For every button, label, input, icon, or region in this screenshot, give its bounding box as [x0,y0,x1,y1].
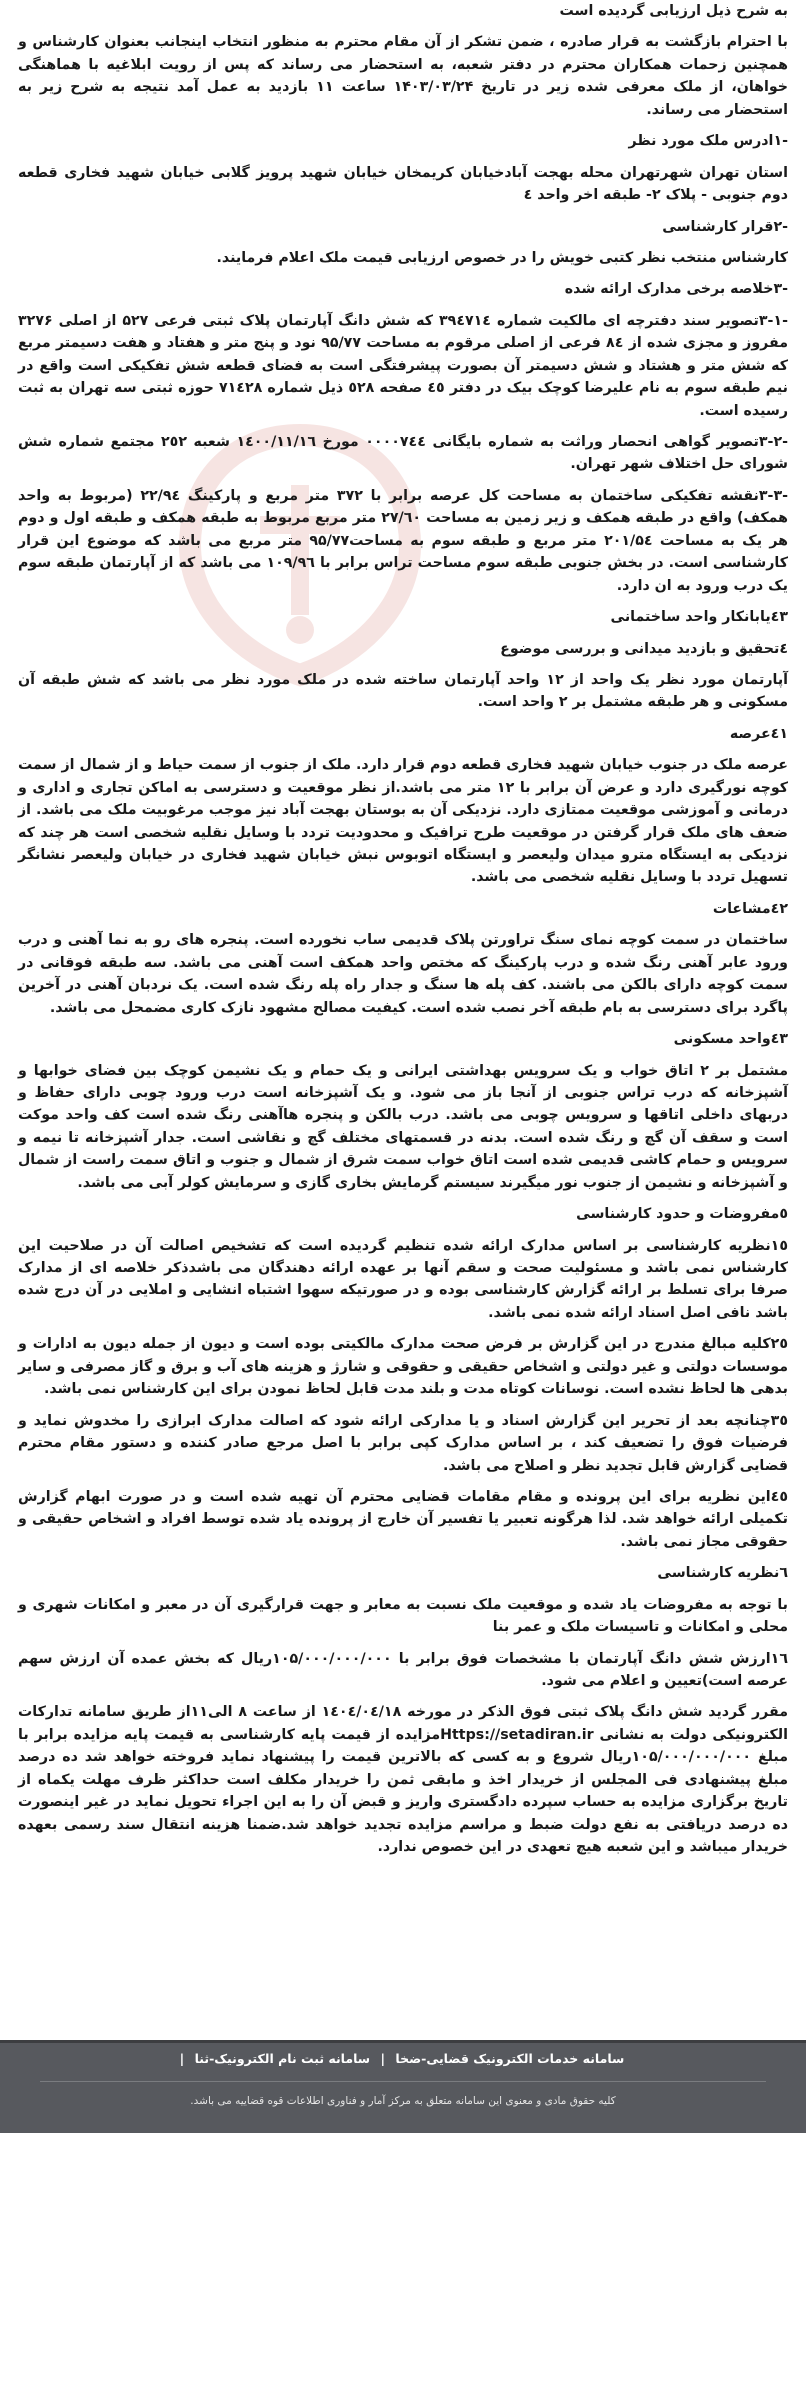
footer-divider [40,2081,766,2082]
footer-separator: | [380,2051,386,2066]
footer-links [0,2051,806,2066]
section-3-3: -۳-۳نقشه تفکیکی ساختمان به مساحت کل عرصه برابر با ۳۷۲ متر مربع و پارکینگ ۲۲/۹٤ (مربوط به واحد همکف) واقع در طبقه همکف و زیر زمین به مساحت ۲۷/٦۰ متر مربع مربوط به طبقه همکف و طبقه اول و دوم هر یک به مساحت ۲۰۱/۵٤ متر مربع و طبقه سوم به مساحت۹۵/۷۷ متر مربع می باشد که موضوع این قرار کارشناسی است. در بخش جنوبی طبقه سوم مساحت تراس برابر با ۱۰۹/۹٦ می باشد که از آپارتمان طبقه سوم یک درب ورود به ان دارد. [18,487,789,594]
footer-copyright: کلیه حقوق مادی و معنوی این سامانه متعلق به مرکز آمار و فناوری اطلاعات قوه قضاییه می باشد. [190,2095,616,2107]
section-4-title-b: ٤تحقیق و بازدید میدانی و بررسی موضوع [500,640,788,657]
section-3-1: -۳-۱تصویر سند دفترچه ای مالکیت شماره ۳۹٤۷۱٤ که شش دانگ آپارتمان پلاک ثبتی فرعی ۵۲۷ از اصلی ۳۲۷۶ مفروز و مجزی شده از ۸٤ فرعی از اصلی مرقوم به مساحت ۹۵/۷۷ نود و پنج متر و هفتاد و هفت دسیمتر مربع که شش متر و هشتاد و شش دسیمتر آن بصورت پیشرفتگی است به فضای قطعه شش تفکیکی است واقع در نیم طبقه سوم به نام علیرضا کوچک بیک در دفتر ٤٥ صفحه ٥٢٨ ذیل شماره ۷۱٤۲۸ حوزه ثبتی سه تهران به ثبت رسیده است. [18,312,788,419]
section-5-4: ٤٥این نظریه برای این پرونده و مقام مقامات قضایی محترم آن تهیه شده است و در صورت ابهام گزارش تکمیلی ارائه خواهد شد. لذا هرگونه تعبیر یا تفسیر آن خارج از پرونده یاد شده توسط افراد و اشخاص حقیقی و حقوقی مجاز نمی باشد. [18,1488,788,1550]
section-5-1: ۱٥نظریه کارشناسی بر اساس مدارک ارائه شده تنظیم گردیده است که تشخیص اصالت آن در صلاحیت این کارشناس نمی باشد و مسئولیت صحت و سقم آنها بر عهده ارائه دهندگان می باشدذکر خلاصه ای از مدارک صرفا برای تسلط بر ارائه گزارش کارشناسی بوده و در صورتیکه سهوا اشتباه انشایی و املایی در آن درج شده باشد نافی اصل اسناد ارائه شده نمی باشد. [18,1237,788,1321]
section-6-title: ٦نظریه کارشناسی [657,1565,788,1582]
section-5-3: ۳٥چنانچه بعد از تحریر این گزارش اسناد و یا مدارکی ارائه شود که اصالت مدارک ابرازی را مخدوش نماید و فرضیات فوق را تضعیف کند ، بر اساس مدارک کپی برابر با اصل مرجع صادر کننده و دستور مقام محترم قضایی گزارش قابل تجدید نظر و اصلاح می باشد. [18,1412,788,1474]
section-6-body: با توجه به مفروضات یاد شده و موقعیت ملک نسبت به معابر و جهت قرارگیری آن در معبر و امکانات شهری و محلی و امکانات و تاسیسات ملک و عمر بنا [18,1596,788,1636]
section-3-title: -۳خلاصه برخی مدارک ارائه شده [564,281,788,298]
section-4-3-title: ٤۳واحد مسکونی [673,1031,788,1048]
footer-link-sana[interactable]: سامانه ثبت نام الکترونیک-ثنا [194,2051,371,2066]
section-5-2: ۲٥کلیه مبالغ مندرج در این گزارش بر فرض صحت مدارک مالکیتی بوده است و دیون از جمله دیون به ادارات و موسسات دولتی و غیر دولتی و اشخاص حقیقی و حقوقی و شارژ و هزینه های آب و برق و گاز مصرفی و سایر بدهی ها لحاظ نشده است. نوسانات کوتاه مدت و بلند مدت قابل لحاظ نمودن برای این کارشناس نمی باشد. [18,1336,788,1398]
footer-link-zakha[interactable]: سامانه خدمات الکترونیک قضایی-ضخا [395,2051,625,2066]
site-footer [0,2040,806,2133]
section-4-1-title: ٤۱عرصه [729,725,788,742]
section-3-2: -۳-۲تصویر گواهی انحصار وراثت به شماره بایگانی ۰۰۰۰۷٤٤ مورخ ۱٤۰۰/۱۱/۱٦ شعبه ۲٥۲ مجتمع شماره شش شورای حل اختلاف شهر تهران. [18,434,788,473]
section-4-3-body: مشتمل بر ۲ اتاق خواب و یک سرویس بهداشتی ایرانی و یک حمام و یک نشیمن کوچک بین فضای خوابها و آشپزخانه که درب تراس جنوبی از آنجا باز می شود. و یک آشپزخانه است درب ورود چوبی دارای حفاظ و دربهای داخلی اتاقها و سرویس چوبی می باشد. درب بالکن و پنجره هاآهنی رنگ شده است کف واحد موکت است و سقف آن گچ و رنگ شده است. بدنه در قسمتهای مختلف گچ و نقاشی است. جدار آشپزخانه تا نیمه و سرویس و حمام کاشی قدیمی شده است اتاق خواب سمت شرق از شمال و جنوب و اتاق سمت راست از شمال و آشپزخانه و نشیمن از جنوب نور میگیرند سیستم گرمایش بخاری گازی و سرمایش کولر آبی می باشد. [18,1062,788,1191]
document-body [18,0,788,1868]
opening-paragraph: با احترام بازگشت به قرار صادره ، ضمن تشکر از آن مقام محترم به منظور انتخاب اینجانب بعنوان کارشناس و همچنین زحمات همکاران محترم در دفتر شعبه، به استحضار می رساند که پس از رویت ابلاغیه با هماهنگی خواهان، از ملک معرفی شده زیر در تاریخ ۱۴۰۳/۰۳/۲۴ ساعت ۱۱ بازدید به عمل آمد نتیجه به شرح زیر به استحضار می رساند. [18,34,788,118]
footer-separator-end: | [179,2051,185,2066]
section-4-2-title: ٤۲مشاعات [712,900,788,917]
section-4-1-body: عرصه ملک در جنوب خیابان شهید فخاری قطعه دوم قرار دارد. ملک از جنوب از سمت حیاط و از شمال از سمت کوچه نورگیری دارد و عرض آن برابر با ۱۲ متر می باشد.از نظر موقعیت و دسترسی به اماکن تجاری و اداری و درمانی و آموزشی موقعیت ممتازی دارد. نزدیکی آن به بوستان بهجت آباد نیز موجب مرغوبیت ملک می باشد. از ضعف های ملک قرار گرفتن در موقعیت طرح ترافیک و محدودیت تردد با وسایل نقلیه شخصی است هر چند که نزدیکی به ایستگاه مترو میدان ولیعصر و ایستگاه اتوبوس نبش خیابان شهید فخاری در خیابان ولیعصر نشانگر تسهیل تردد با وسایل نقلیه شخصی می باشد. [18,757,788,886]
intro-text: به شرح ذیل ارزیابی گردیده است [559,3,788,19]
section-2-body: کارشناس منتخب نظر کتبی خویش را در خصوص ارزیابی قیمت ملک اعلام فرمایند. [216,249,788,266]
page-blank-area [0,2133,806,2391]
section-4-title: ٤۳یابانکار واحد ساختمانی [610,609,788,626]
section-6-1: ۱٦ارزش شش دانگ آپارتمان با مشخصات فوق برابر با ۱۰۵/۰۰۰/۰۰۰/۰۰۰ریال که بخش عمده آن ارزش سهم عرصه است)تعیین و اعلام می شود. [18,1650,788,1689]
section-1-title: -۱ادرس ملک مورد نظر [628,133,788,150]
section-2-title: -۲قرار کارشناسی [662,218,788,235]
section-1-body: استان تهران شهرتهران محله بهجت آبادخیابان کریمخان خیابان شهید پرویز گلابی خیابان شهید فخاری قطعه دوم جنوبی - پلاک ۲- طبقه اخر واحد ٤ [18,164,788,204]
section-4-body: آپارتمان مورد نظر یک واحد از ۱۲ واحد آپارتمان ساخته شده در ملک مورد نظر می باشد که شش طبقه آن مسکونی و هر طبقه مشتمل بر ۲ واحد است. [18,671,789,711]
section-5-title: ٥مفروضات و حدود کارشناسی [576,1206,788,1223]
auction-paragraph: مقرر گردید شش دانگ پلاک ثبتی فوق الذکر در مورخه ۱٤۰٤/۰٤/۱۸ از ساعت ۸ الی۱۱از طریق سامانه تدارکات الکترونیکی دولت به نشانی Https://setadiran.irمزایده از قیمت پایه کارشناسی به قیمت پایه مزایده برابر با مبلغ ۱۰۵/۰۰۰/۰۰۰/۰۰۰ریال شروع و به کسی که بالاترین قیمت را پیشنهاد نماید فروخته خواهد شد ده درصد مبلغ پیشنهادی فی المجلس از خریدار اخذ و مابقی ثمن را خریدار مکلف است حداکثر ظرف مهلت یکماه از تاریخ برگزاری مزایده به حساب سپرده دادگستری واریز و قبض آن را به این اجراء تحویل نماید در غیر اینصورت ده درصد دریافتی به نفع دولت ضبط و مراسم مزایده تجدید خواهد شد.ضمنا هزینه انتقال سند رسمی بعهده خریدار میباشد و این شعبه هیچ تعهدی در این خصوص ندارد. [18,1704,788,1856]
section-4-2-body: ساختمان در سمت کوچه نمای سنگ تراورتن پلاک قدیمی ساب نخورده است. پنجره های رو به نما آهنی و درب ورود عابر آهنی رنگ شده و درب پارکینگ که مختص واحد همکف است آهنی می باشد. سه طبقه فوقانی در سمت کوچه دارای بالکن می باشند. کف پله ها سنگ و جدار راه پله رنگ شده است. یک نردبان آهنی در آخرین پاگرد برای دسترسی به بام طبقه آخر نصب شده است. کیفیت مصالح مشهود نازک کاری مضمحل می باشد. [18,932,788,1016]
